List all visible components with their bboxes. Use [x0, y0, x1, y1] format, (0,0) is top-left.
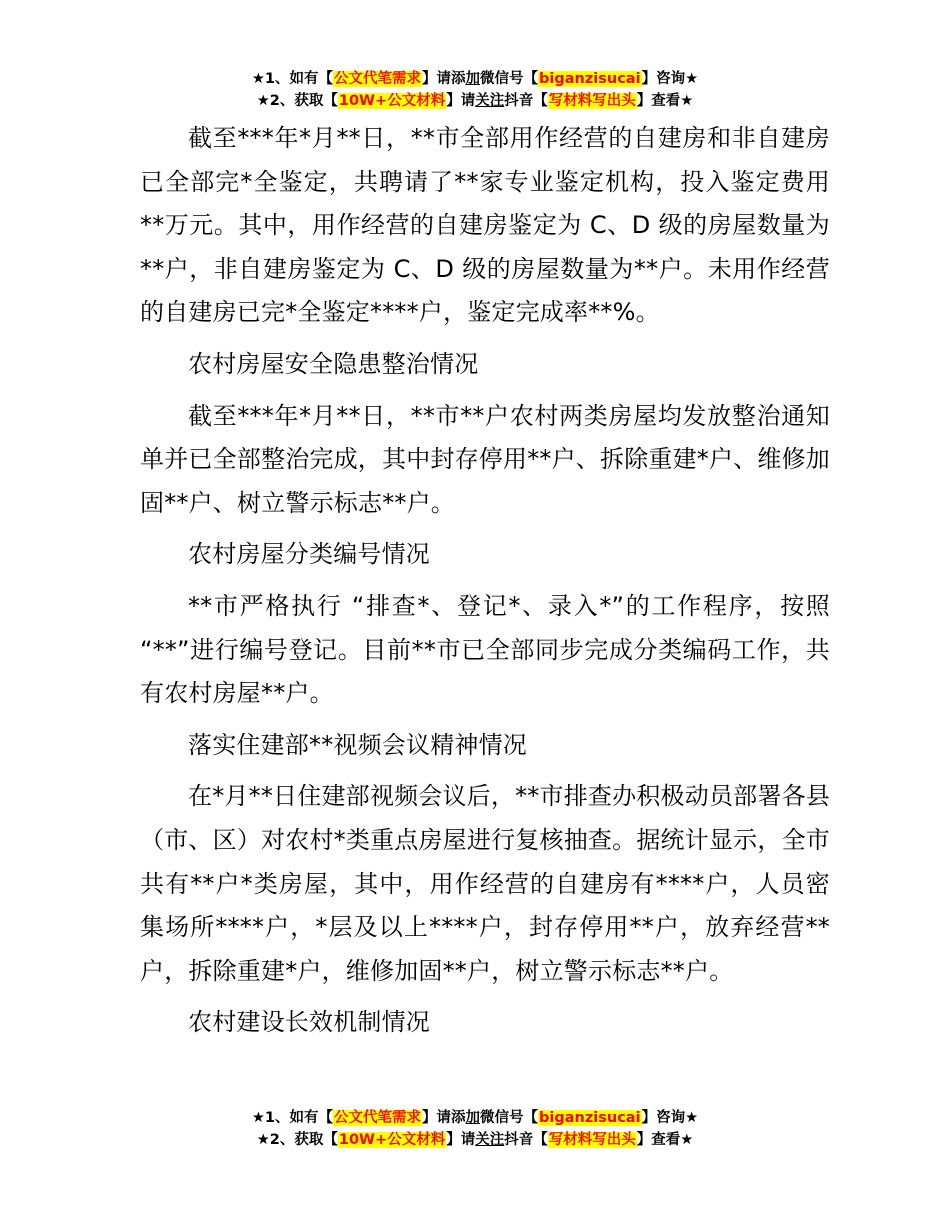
highlight-wechat-id: biganzisucai — [539, 71, 641, 87]
highlight-douyin-account: 写材料写出头 — [548, 1132, 636, 1148]
header-banner — [0, 68, 950, 112]
paragraph-video-conference: 在*月**日住建部视频会议后，**市排查办积极动员部署各县（市、区）对农村*类重点房屋进行复核抽查。据统计显示，全市共有**户*类房屋，其中，用作经营的自建房有****户，人员密集场所****户，*层及以上****户，封存停用**户，放弃经营**户，拆除重建*户，维修加固**户，树立警示标志**户。 — [140, 782, 830, 985]
section-heading-long-term-mechanism: 农村建设长效机制情况 — [188, 1008, 430, 1037]
banner-line-1: ★1、如有【公文代笔需求】请添加微信号【biganzisucai】咨询★ — [251, 1110, 699, 1126]
paragraph-numbering: **市严格执行 “排查*、登记*、录入*”的工作程序，按照 “**”进行编号登记。目前**市已全部同步完成分类编码工作，共有农村房屋**户。 — [140, 591, 830, 708]
banner-line-1: ★1、如有【公文代笔需求】请添加微信号【biganzisucai】咨询★ — [251, 71, 699, 87]
section-heading-video-conference: 落实住建部**视频会议精神情况 — [188, 730, 527, 759]
highlight-ghostwriting: 公文代笔需求 — [334, 71, 422, 87]
highlight-wechat-id: biganzisucai — [539, 1110, 641, 1126]
highlight-douyin-account: 写材料写出头 — [548, 93, 636, 109]
banner-line-2: ★2、获取【10W+公文材料】请关注抖音【写材料写出头】查看★ — [256, 1132, 694, 1148]
section-heading-rectification: 农村房屋安全隐患整治情况 — [188, 349, 479, 378]
paragraph-appraisal: 截至***年*月**日，**市全部用作经营的自建房和非自建房已全部完*全鉴定，共聘请了**家专业鉴定机构，投入鉴定费用**万元。其中，用作经营的自建房鉴定为 C、D 级的房屋数量为**户，非自建房鉴定为 C、D 级的房屋数量为**户。未用作经营的自建房已完*全鉴定****户，鉴定完成率**%。 — [140, 124, 830, 327]
section-heading-numbering: 农村房屋分类编号情况 — [188, 540, 430, 569]
highlight-materials: 10W+公文材料 — [338, 1132, 446, 1148]
highlight-ghostwriting: 公文代笔需求 — [334, 1110, 422, 1126]
footer-banner — [0, 1107, 950, 1151]
banner-line-2: ★2、获取【10W+公文材料】请关注抖音【写材料写出头】查看★ — [256, 93, 694, 109]
document-body — [140, 117, 830, 1045]
highlight-materials: 10W+公文材料 — [338, 93, 446, 109]
paragraph-rectification: 截至***年*月**日，**市**户农村两类房屋均发放整治通知单并已全部整治完成，其中封存停用**户、拆除重建*户、维修加固**户、树立警示标志**户。 — [140, 401, 830, 517]
